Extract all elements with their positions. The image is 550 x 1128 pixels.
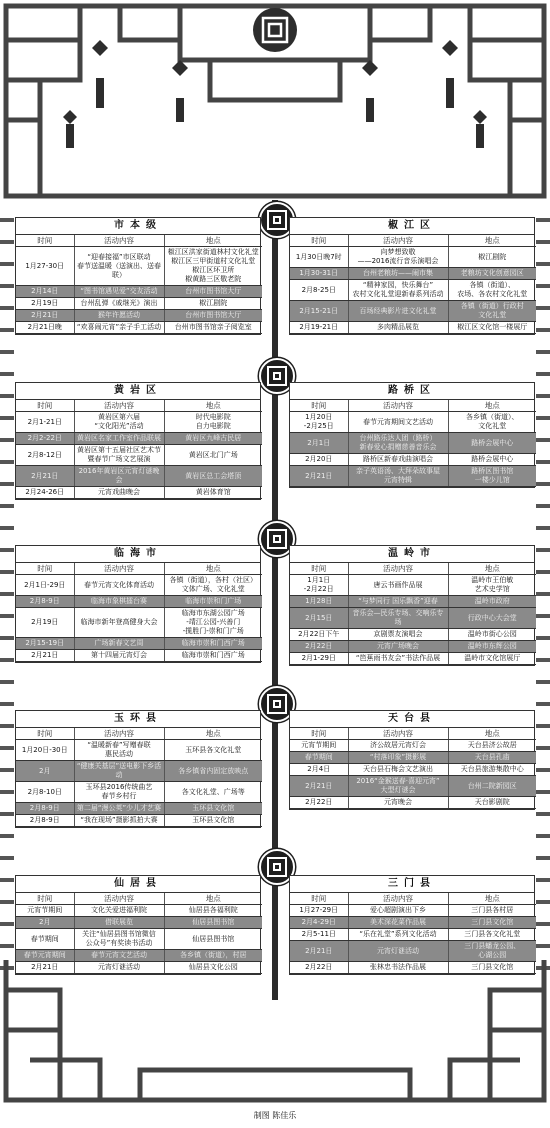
cell-time: 2月19日: [16, 608, 74, 638]
cell-time: 2月8-25日: [290, 280, 348, 301]
cell-time: 2月2-22日: [16, 433, 74, 445]
cell-place: 临海市崇和门西广场: [164, 650, 262, 662]
cell-place: 温岭市文化馆展厅: [448, 653, 536, 665]
cell-place: 路桥区图书馆 一楼少儿馆: [448, 466, 536, 487]
schedule-table: [16, 235, 262, 334]
cell-place: 各镇（街道）行政村 文化礼堂: [448, 301, 536, 322]
cell-place: 台州市图书馆亲子阅览室: [164, 322, 262, 334]
cell-time: 2月15日: [290, 608, 348, 629]
column-header-place: 地点: [164, 563, 262, 575]
cell-place: 玉环县各文化礼堂: [164, 740, 262, 761]
cell-place: 各镇（街道）、 农场、各农村文化礼堂: [448, 280, 536, 301]
column-header-time: 时间: [290, 400, 348, 412]
cell-content: “我在现场”摄影抓拍大赛: [74, 815, 164, 827]
column-header-place: 地点: [164, 400, 262, 412]
table-row: [290, 764, 536, 776]
table-row: [290, 412, 536, 433]
cell-time: 2月21日: [290, 941, 348, 962]
cell-content: 美术深花菜作品展: [348, 917, 448, 929]
cell-place: 黄岩区北门广场: [164, 445, 262, 466]
cell-time: 2月24-26日: [16, 487, 74, 499]
panel-3: [289, 382, 535, 488]
cell-place: 仙居县图书馆: [164, 917, 262, 929]
chart-credit: 制图 陈佳乐: [253, 1111, 297, 1120]
cell-time: 2月8-9日: [16, 815, 74, 827]
cell-content: 春节元宵期间文艺活动: [348, 412, 448, 433]
cell-time: 2月19-21日: [290, 322, 348, 334]
cell-time: 2月21日: [16, 466, 74, 487]
cell-time: 春节期间: [290, 752, 348, 764]
table-row: [16, 466, 262, 487]
cell-content: 台州乱弹《戚继光》演出: [74, 298, 164, 310]
cell-time: 2月1日-29日: [16, 575, 74, 596]
cell-place: 三门县文化馆: [448, 962, 536, 974]
cell-content: 元宵戏曲晚会: [74, 487, 164, 499]
cell-content: 亲子英语汤、大拜朵故事屋 元宵特辑: [348, 466, 448, 487]
cell-place: 黄岩区总工会塔顶: [164, 466, 262, 487]
panel-title: 临海市: [16, 546, 260, 563]
column-header-content: 活动内容: [74, 563, 164, 575]
cell-content: 借联展览: [74, 917, 164, 929]
panel-title: 温岭市: [290, 546, 534, 563]
cell-place: 临海市崇和门西广场: [164, 638, 262, 650]
table-row: [16, 917, 262, 929]
cell-time: 2月8-9日: [16, 596, 74, 608]
cell-content: 台州老粮坊——闹市集: [348, 268, 448, 280]
panel-7: [289, 710, 535, 810]
cell-time: 2月4日: [290, 764, 348, 776]
cell-place: 各乡镇（街道）、 文化礼堂: [448, 412, 536, 433]
column-header-content: 活动内容: [348, 893, 448, 905]
cell-time: 2月21日: [16, 962, 74, 974]
table-row: [16, 782, 262, 803]
right-lattice-border: [536, 200, 550, 970]
cell-place: 三门县蟠龙公园、 心湖公园: [448, 941, 536, 962]
schedule-table: [290, 235, 536, 334]
cell-content: 张林忠书法作品展: [348, 962, 448, 974]
cell-time: 2月1-29日: [290, 653, 348, 665]
table-row: [290, 608, 536, 629]
cell-time: 2月1-21日: [16, 412, 74, 433]
cell-time: 2月22日: [290, 797, 348, 809]
table-row: [290, 268, 536, 280]
cell-content: 第十四届元宵灯会: [74, 650, 164, 662]
panel-title: 仙居县: [16, 876, 260, 893]
table-row: [290, 280, 536, 301]
column-header-place: 地点: [164, 728, 262, 740]
table-header-row: [290, 728, 536, 740]
cell-place: 台州市图书馆大厅: [164, 286, 262, 298]
cell-time: 1月20日-30日: [16, 740, 74, 761]
table-row: [290, 653, 536, 665]
table-header-row: [16, 235, 262, 247]
table-row: [290, 917, 536, 929]
cell-content: 元宵广场晚会: [348, 641, 448, 653]
cell-content: “迎春接福”市区联动 春节送温暖（送演出、送春联）: [74, 247, 164, 286]
table-row: [290, 797, 536, 809]
cell-content: 多肉精品展览: [348, 322, 448, 334]
cell-place: 三门县各文化礼堂: [448, 929, 536, 941]
panel-title: 三门县: [290, 876, 534, 893]
table-header-row: [290, 893, 536, 905]
panel-title: 椒江区: [290, 218, 534, 235]
table-row: [16, 286, 262, 298]
cell-place: 温岭市政府: [448, 596, 536, 608]
cell-place: 老粮坊文化创意园区: [448, 268, 536, 280]
table-header-row: [16, 400, 262, 412]
panel-0: [15, 217, 261, 335]
cell-content: “笆蕉雨书友会”书法作品展: [348, 653, 448, 665]
table-row: [16, 487, 262, 499]
table-row: [16, 638, 262, 650]
cell-content: 黄岩区第十五届社区艺术节 暨春节广场文艺展演: [74, 445, 164, 466]
table-row: [290, 596, 536, 608]
table-row: [16, 575, 262, 596]
table-row: [16, 815, 262, 827]
table-header-row: [16, 893, 262, 905]
table-row: [16, 322, 262, 334]
cell-time: 春节元宵期间: [16, 950, 74, 962]
cell-content: 文化关爱进福利院: [74, 905, 164, 917]
cell-time: 2月21日: [16, 310, 74, 322]
schedule-table: [16, 728, 262, 827]
table-row: [16, 650, 262, 662]
cell-content: 百场经典影片进文化礼堂: [348, 301, 448, 322]
cell-content: “图书馆遇见爱”交友活动: [74, 286, 164, 298]
panel-title: 市本级: [16, 218, 260, 235]
cell-time: 1月27-30日: [16, 247, 74, 286]
column-header-place: 地点: [448, 235, 536, 247]
cell-time: 2月5-11日: [290, 929, 348, 941]
cell-time: 2月8-9日: [16, 803, 74, 815]
lattice-footer-frame: [0, 960, 550, 1128]
cell-place: 行政中心大会堂: [448, 608, 536, 629]
column-header-content: 活动内容: [74, 235, 164, 247]
cell-place: 温岭市王伯敏 艺术史学馆: [448, 575, 536, 596]
table-row: [16, 298, 262, 310]
cell-time: 2月: [16, 917, 74, 929]
table-row: [290, 929, 536, 941]
table-row: [290, 641, 536, 653]
table-row: [16, 608, 262, 638]
cell-time: 春节期间: [16, 929, 74, 950]
cell-content: 黄岩区第六届 “文化阳光”活动: [74, 412, 164, 433]
cell-time: 2月4-29日: [290, 917, 348, 929]
schedule-table: [290, 728, 536, 809]
cell-place: 各文化礼堂、广场等: [164, 782, 262, 803]
cell-place: 临海市东湖公园广场 -靖江公园-兴善门 -揽胜门-崇和门广场: [164, 608, 262, 638]
cell-place: 温岭市街心公园: [448, 629, 536, 641]
cell-content: “精神家园，快乐舞台” 农村文化礼堂迎新春系列活动: [348, 280, 448, 301]
cell-time: 1月30日晚7时: [290, 247, 348, 268]
cell-content: 京剧票友演唱会: [348, 629, 448, 641]
cell-time: 2月15-19日: [16, 638, 74, 650]
cell-content: “温暖新春”写赠春联 惠民活动: [74, 740, 164, 761]
cell-place: 台州市图书馆大厅: [164, 310, 262, 322]
table-row: [290, 941, 536, 962]
cell-content: 台州路乐达人团（路桥） 新春爱心捐赠慈善音乐会: [348, 433, 448, 454]
cell-place: 三门县各村居: [448, 905, 536, 917]
cell-place: 黄岩区九峰古民居: [164, 433, 262, 445]
table-row: [290, 575, 536, 596]
table-row: [290, 905, 536, 917]
table-row: [290, 629, 536, 641]
lattice-header-frame: [0, 0, 550, 210]
column-header-place: 地点: [164, 893, 262, 905]
schedule-table: [290, 563, 536, 665]
panel-title: 黄岩区: [16, 383, 260, 400]
cell-content: 向梦想致敬 ——2016流行音乐演唱会: [348, 247, 448, 268]
cell-time: 2月14日: [16, 286, 74, 298]
cell-place: 椒江区洪家街道林村文化礼堂 椒江区三甲街道村文化礼堂 椒江区环卫所 椒黄路三区敬老院: [164, 247, 262, 286]
table-row: [290, 752, 536, 764]
cell-place: 路桥会展中心: [448, 433, 536, 454]
cell-time: 元宵节期间: [16, 905, 74, 917]
cell-content: “健康关基层”送电影下乡活动: [74, 761, 164, 782]
panel-6: [15, 710, 261, 828]
column-header-time: 时间: [290, 728, 348, 740]
schedule-table: [290, 400, 536, 487]
schedule-table: [16, 400, 262, 499]
column-header-place: 地点: [448, 728, 536, 740]
cell-content: 爱心超剧演出下乡: [348, 905, 448, 917]
cell-place: 各乡镇（街道），村居: [164, 950, 262, 962]
column-header-time: 时间: [290, 235, 348, 247]
table-header-row: [290, 400, 536, 412]
cell-place: 黄岩体育馆: [164, 487, 262, 499]
cell-content: 唐云书画作品展: [348, 575, 448, 596]
cell-content: 路桥区新春戏曲演唱会: [348, 454, 448, 466]
table-row: [16, 929, 262, 950]
table-row: [16, 445, 262, 466]
cell-time: 1月30-31日: [290, 268, 348, 280]
cell-content: 临海市象棋擂台赛: [74, 596, 164, 608]
panel-1: [289, 217, 535, 335]
cell-content: 关注“仙居县图书馆微信 公众号”有奖读书活动: [74, 929, 164, 950]
cell-time: 2月8-10日: [16, 782, 74, 803]
column-header-time: 时间: [16, 893, 74, 905]
column-header-content: 活动内容: [348, 235, 448, 247]
cell-place: 三门县文化馆: [448, 917, 536, 929]
table-header-row: [16, 563, 262, 575]
table-row: [16, 247, 262, 286]
panel-title: 路桥区: [290, 383, 534, 400]
cell-content: 黄岩区名家工作室作品联展: [74, 433, 164, 445]
cell-content: 春节元宵文化体育活动: [74, 575, 164, 596]
cell-content: 猴年许愿活动: [74, 310, 164, 322]
cell-place: 天台县旅游集散中心: [448, 764, 536, 776]
table-row: [16, 740, 262, 761]
cell-content: “欢喜闹元宵”亲子手工活动: [74, 322, 164, 334]
cell-content: 元宵晚会: [348, 797, 448, 809]
left-lattice-border: [0, 200, 14, 970]
cell-time: 元宵节期间: [290, 740, 348, 752]
cell-time: 2月8-12日: [16, 445, 74, 466]
column-header-time: 时间: [290, 893, 348, 905]
column-header-place: 地点: [448, 563, 536, 575]
cell-time: 2月21日: [290, 776, 348, 797]
column-header-time: 时间: [16, 400, 74, 412]
cell-content: “乐在礼堂”系列文化活动: [348, 929, 448, 941]
cell-place: 天台县济公故居: [448, 740, 536, 752]
column-header-time: 时间: [16, 235, 74, 247]
column-header-time: 时间: [16, 563, 74, 575]
cell-place: 玉环县文化馆: [164, 803, 262, 815]
cell-place: 椒江区文化馆一楼展厅: [448, 322, 536, 334]
cell-content: “村落印象”摄影展: [348, 752, 448, 764]
table-row: [290, 433, 536, 454]
cell-content: 济公故居元宵灯会: [348, 740, 448, 752]
cell-place: 时代电影院 自力电影院: [164, 412, 262, 433]
table-row: [290, 776, 536, 797]
cell-place: 台州二院新园区: [448, 776, 536, 797]
column-header-place: 地点: [448, 893, 536, 905]
cell-content: “与梦同行 国乐飘香”迎春: [348, 596, 448, 608]
cell-place: 椒江剧院: [448, 247, 536, 268]
cell-time: 2月22日: [290, 641, 348, 653]
table-row: [290, 322, 536, 334]
cell-content: 第二届“漫公英”少儿才艺赛: [74, 803, 164, 815]
table-header-row: [16, 728, 262, 740]
column-header-content: 活动内容: [74, 728, 164, 740]
cell-content: 音乐会—民乐专场、交响乐专场: [348, 608, 448, 629]
cell-place: 各镇（街道），各村（社区） 文体广场、文化礼堂: [164, 575, 262, 596]
column-header-time: 时间: [290, 563, 348, 575]
column-header-content: 活动内容: [74, 400, 164, 412]
table-row: [16, 596, 262, 608]
panel-4: [15, 545, 261, 663]
cell-place: 仙居县各福利院: [164, 905, 262, 917]
cell-place: 天台影剧院: [448, 797, 536, 809]
cell-time: 1月28日: [290, 596, 348, 608]
table-row: [16, 905, 262, 917]
cell-place: 天台县孔庙: [448, 752, 536, 764]
table-row: [16, 412, 262, 433]
cell-content: 2016“金猴送春·喜迎元宵” 大型灯谜会: [348, 776, 448, 797]
column-header-content: 活动内容: [74, 893, 164, 905]
table-header-row: [290, 235, 536, 247]
cell-content: 春节元宵文艺活动: [74, 950, 164, 962]
cell-content: 广场新春文艺周: [74, 638, 164, 650]
table-row: [290, 247, 536, 268]
table-header-row: [290, 563, 536, 575]
cell-time: 2月: [16, 761, 74, 782]
table-row: [16, 761, 262, 782]
cell-time: 1月20日 -2月25日: [290, 412, 348, 433]
cell-time: 2月1日: [290, 433, 348, 454]
column-header-place: 地点: [448, 400, 536, 412]
cell-time: 2月21日: [290, 466, 348, 487]
table-row: [16, 310, 262, 322]
column-header-time: 时间: [16, 728, 74, 740]
cell-time: 2月22日: [290, 962, 348, 974]
column-header-content: 活动内容: [348, 563, 448, 575]
cell-time: 2月21日: [16, 650, 74, 662]
table-row: [290, 740, 536, 752]
cell-place: 各乡镇省内固定放映点: [164, 761, 262, 782]
cell-content: 玉环县2016传统曲艺 春节乡村行: [74, 782, 164, 803]
cell-place: 路桥会展中心: [448, 454, 536, 466]
table-row: [16, 803, 262, 815]
cell-place: 玉环县文化馆: [164, 815, 262, 827]
column-header-place: 地点: [164, 235, 262, 247]
column-header-content: 活动内容: [348, 728, 448, 740]
cell-time: 2月20日: [290, 454, 348, 466]
cell-place: 椒江剧院: [164, 298, 262, 310]
cell-time: 2月21日晚: [16, 322, 74, 334]
cell-time: 2月19日: [16, 298, 74, 310]
schedule-table: [16, 563, 262, 662]
panel-5: [289, 545, 535, 666]
cell-place: 临海市崇和门广场: [164, 596, 262, 608]
cell-content: 2016年黄岩区元宵灯谜晚会: [74, 466, 164, 487]
table-row: [290, 301, 536, 322]
column-header-content: 活动内容: [348, 400, 448, 412]
cell-place: 温岭市东辉公园: [448, 641, 536, 653]
panel-title: 天台县: [290, 711, 534, 728]
cell-place: 仙居县图书馆: [164, 929, 262, 950]
panel-title: 玉环县: [16, 711, 260, 728]
cell-time: 2月22日下午: [290, 629, 348, 641]
table-row: [290, 466, 536, 487]
table-row: [290, 454, 536, 466]
cell-time: 1月27-29日: [290, 905, 348, 917]
cell-place: 仙居县文化公园: [164, 962, 262, 974]
cell-content: 临海市新年登高健身大会: [74, 608, 164, 638]
cell-content: 元宵灯谜活动: [348, 941, 448, 962]
table-row: [16, 433, 262, 445]
cell-time: 1月1日 -2月22日: [290, 575, 348, 596]
panel-2: [15, 382, 261, 500]
cell-content: 天台县石梅会文艺演出: [348, 764, 448, 776]
cell-time: 2月15-21日: [290, 301, 348, 322]
cell-content: 元宵灯谜活动: [74, 962, 164, 974]
